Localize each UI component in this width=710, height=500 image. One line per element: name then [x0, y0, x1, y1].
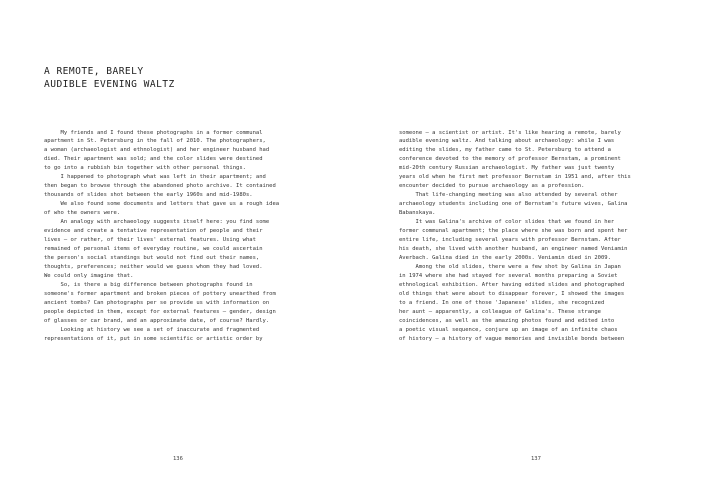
text-line: someone — a scientist or artist. It's like hearing a remote, barely: [399, 129, 621, 136]
text-line: died. Their apartment was sold; and the color slides were destined: [44, 156, 263, 163]
text-line: old things that were about to disappear forever, I showed the images: [399, 290, 625, 297]
text-line: a woman (archaeologist and ethnologist) and her engineer husband had: [44, 147, 270, 154]
text-line: his death, she lived with another husband, an engineer named Veniamin: [399, 246, 628, 253]
text-line: remained of personal items of everyday routine, we could ascertain: [44, 246, 263, 253]
text-line: archaeology students including one of Bernstam's future wives, Galina: [399, 201, 628, 208]
text-line: thousands of slides shot between the early 1960s and mid-1980s.: [44, 192, 253, 199]
text-line: apartment in St. Petersburg in the fall of 2010. The photographers,: [44, 138, 266, 145]
left-body-text: [44, 129, 306, 344]
text-line: Among the old slides, there were a few shot by Galina in Japan: [399, 264, 621, 271]
chapter-title-line: A REMOTE, BARELY: [44, 66, 144, 77]
text-line: editing the slides, my father came to St. Petersburg to attend a: [399, 147, 611, 154]
text-line: I happened to photograph what was left in their apartment; and: [44, 174, 266, 181]
text-line: Looking at history we see a set of inaccurate and fragmented: [44, 326, 260, 333]
chapter-title: [44, 66, 344, 91]
text-line: coincidences, as well as the amazing photos found and edited into: [399, 317, 615, 324]
text-line: someone's former apartment and broken pieces of pottery unearthed from: [44, 290, 276, 297]
text-line: the person's social standings but would not find out their names,: [44, 255, 260, 262]
text-line: An analogy with archaeology suggests itself here: you find some: [44, 219, 270, 226]
text-line: her aunt — apparently, a colleague of Galina's. These strange: [399, 308, 601, 315]
text-line: evidence and create a tentative representation of people and their: [44, 228, 263, 235]
text-line: lives — or rather, of their lives' external features. Using what: [44, 237, 256, 244]
text-line: thoughts, preferences; neither would we guess whom they had loved.: [44, 264, 263, 271]
text-line: people depicted in them, except for external features — gender, design: [44, 308, 276, 315]
text-line: years old when he first met professor Bernstam in 1951 and, after this: [399, 174, 631, 181]
text-line: then began to browse through the abandoned photo archive. It contained: [44, 183, 276, 190]
text-line: mid-20th century Russian archaeologist. My father was just twenty: [399, 165, 615, 172]
text-line: So, is there a big difference between photographs found in: [44, 281, 253, 288]
text-line: representations of it, put in some scientific or artistic order by: [44, 335, 263, 342]
text-line: ethnological exhibition. After having edited slides and photographed: [399, 281, 625, 288]
page-number: 136: [173, 456, 183, 462]
text-line: to a friend. In one of those 'Japanese' slides, she recognized: [399, 299, 605, 306]
right-body-text: [399, 129, 661, 344]
text-line: entire life, including several years with professor Bernstam. After: [399, 237, 621, 244]
text-line: Averbach. Galina died in the early 2000s. Veniamin died in 2009.: [399, 255, 611, 262]
text-line: in 1974 where she had stayed for several months preparing a Soviet: [399, 273, 618, 279]
text-line: of glasses or car brand, and an approximate date, of course? Hardly.: [44, 317, 270, 324]
text-line: It was Galina's archive of color slides that we found in her: [399, 219, 615, 226]
text-line: We could only imagine that.: [44, 273, 134, 279]
text-line: My friends and I found these photographs in a former communal: [44, 129, 263, 136]
page-number: 137: [531, 456, 541, 462]
text-line: We also found some documents and letters that gave us a rough idea: [44, 201, 280, 208]
text-line: a poetic visual sequence, conjure up an image of an infinite chaos: [399, 326, 618, 333]
text-line: to go into a rubbish bin together with other personal things.: [44, 165, 246, 172]
text-line: Babanskaya.: [399, 210, 436, 217]
text-line: audible evening waltz. And talking about archaeology: while I was: [399, 138, 615, 145]
text-line: ancient tombs? Can photographs per se provide us with information on: [44, 299, 270, 306]
text-line: conference devoted to the memory of professor Bernstam, a prominent: [399, 156, 621, 163]
text-line: That life-changing meeting was also attended by several other: [399, 192, 618, 199]
chapter-title-line: AUDIBLE EVENING WALTZ: [44, 78, 175, 90]
text-line: of history — a history of vague memories and invisible bonds between: [399, 335, 625, 342]
text-line: of who the owners were.: [44, 210, 121, 217]
text-line: former communal apartment; the place where she was born and spent her: [399, 228, 628, 235]
text-line: encounter decided to pursue archaeology as a profession.: [399, 183, 585, 190]
right-page: [355, 0, 710, 500]
